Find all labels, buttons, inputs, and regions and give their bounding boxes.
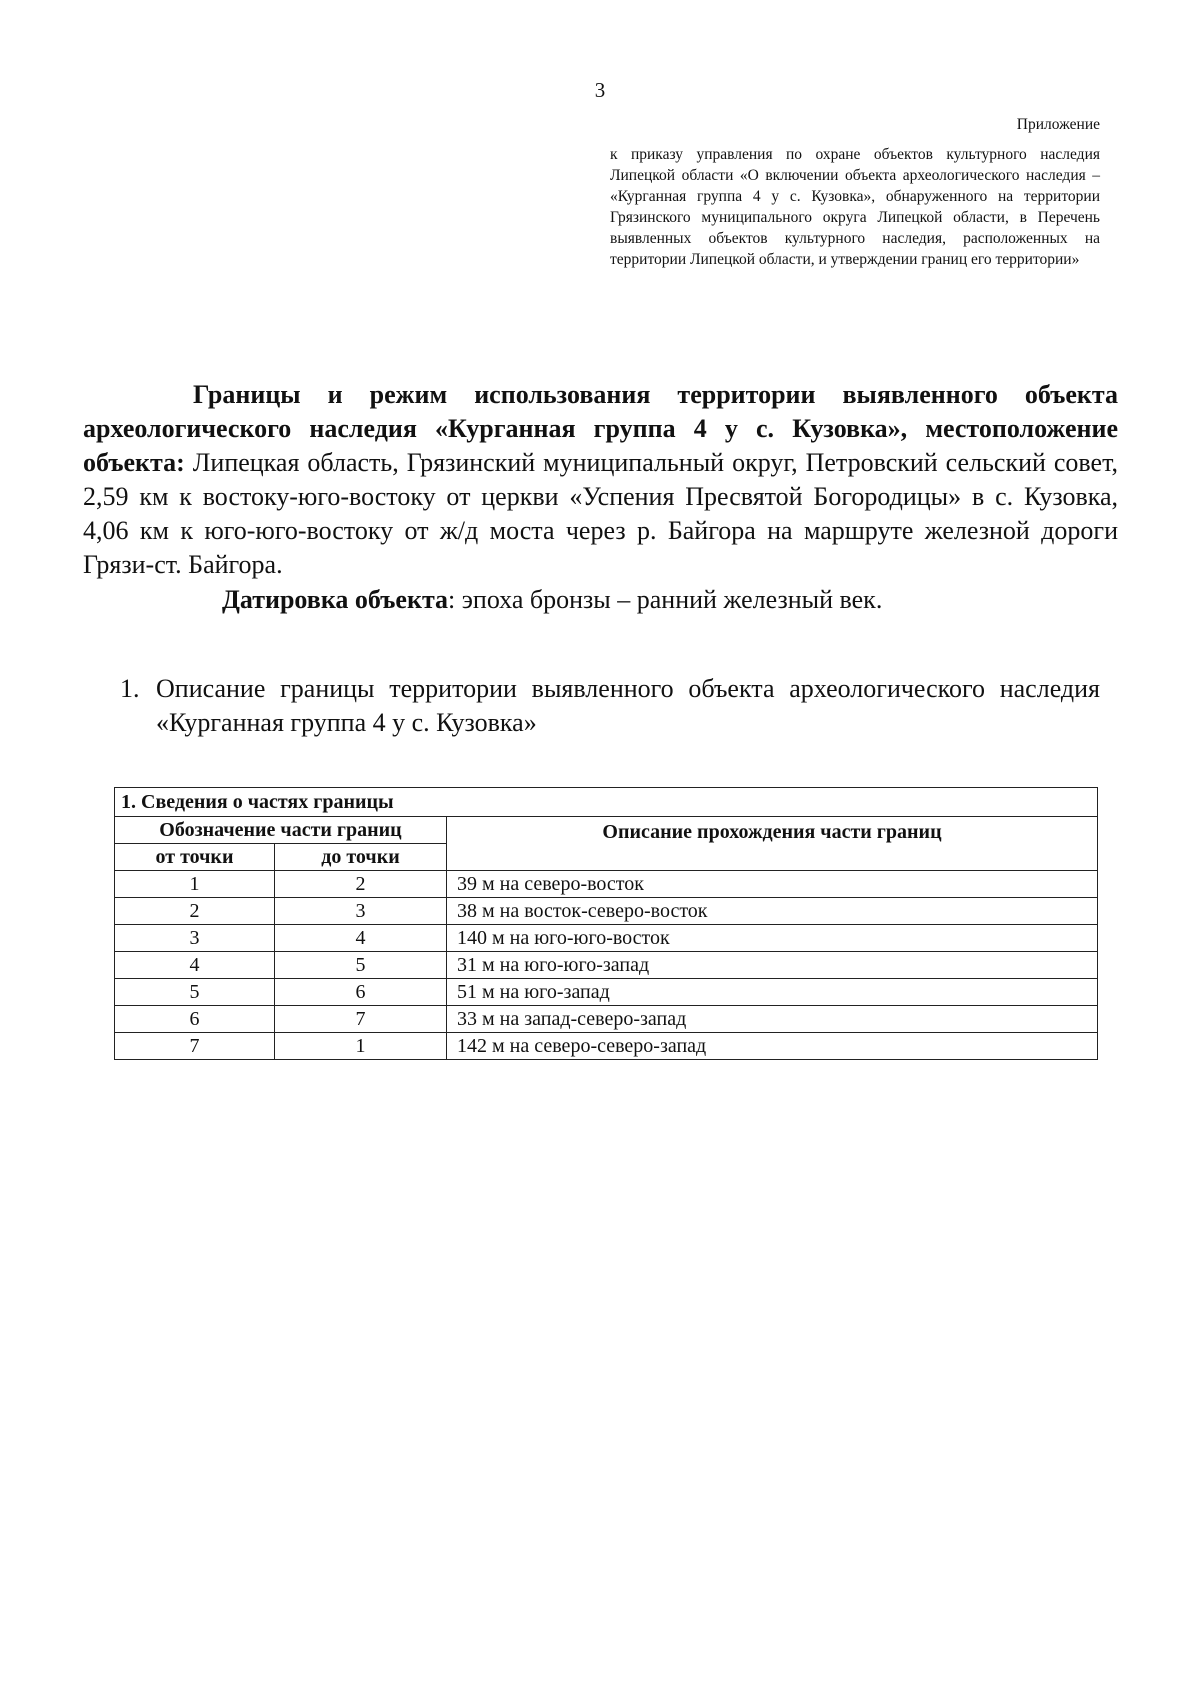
from-cell: 6	[115, 1006, 275, 1033]
table-caption: 1. Сведения о частях границы	[115, 788, 1098, 817]
table-row	[115, 871, 1098, 898]
section-title-text: Описание границы территории выявленного объекта археологического наследия «Курганная группа 4 у с. Кузовка»	[156, 674, 1100, 737]
to-header: до точки	[275, 844, 447, 871]
boundary-table	[114, 787, 1098, 1060]
to-cell: 1	[275, 1033, 447, 1060]
desc-cell: 140 м на юго-юго-восток	[447, 925, 1098, 952]
section-title	[120, 672, 1100, 740]
dating-label: Датировка объекта	[222, 585, 449, 614]
annex-text: к приказу управления по охране объектов культурного наследия Липецкой области «О включении объекта археологического наследия – «Курганная группа 4 у с. Кузовка», обнаруженного на территории Грязинского муниципального округа Липецкой области, в Перечень выявленных объектов культурного наследия, расположенных на территории Липецкой области, и утверждении границ его территории»	[610, 146, 1100, 268]
page-number: 3	[594, 78, 606, 102]
dating-value: : эпоха бронзы – ранний железный век.	[448, 585, 883, 614]
annex-title: Приложение	[1016, 116, 1100, 133]
to-cell: 5	[275, 952, 447, 979]
table-row	[115, 979, 1098, 1006]
desc-cell: 38 м на восток-северо-восток	[447, 898, 1098, 925]
to-cell: 2	[275, 871, 447, 898]
from-header: от точки	[115, 844, 275, 871]
document-heading	[83, 378, 1118, 582]
from-cell: 7	[115, 1033, 275, 1060]
from-cell: 1	[115, 871, 275, 898]
to-cell: 7	[275, 1006, 447, 1033]
to-cell: 4	[275, 925, 447, 952]
dating-line	[222, 583, 882, 617]
to-cell: 6	[275, 979, 447, 1006]
desc-header: Описание прохождения части границ	[447, 817, 1098, 871]
from-cell: 4	[115, 952, 275, 979]
desc-cell: 51 м на юго-запад	[447, 979, 1098, 1006]
desc-cell: 33 м на запад-северо-запад	[447, 1006, 1098, 1033]
group-header: Обозначение части границ	[115, 817, 447, 844]
table-row	[115, 1006, 1098, 1033]
heading-location: Липецкая область, Грязинский муниципальный округ, Петровский сельский совет, 2,59 км к востоку-юго-востоку от церкви «Успения Пресвятой Богородицы» в с. Кузовка, 4,06 км к юго-юго-востоку от ж/д моста через р. Байгора на маршруте железной дороги Грязи-ст. Байгора.	[83, 448, 1118, 579]
heading-bold: Границы и режим использования территории выявленного объекта археологического наследия «Курганная группа 4 у с. Кузовка», местоположение объекта:	[83, 380, 1118, 477]
table-row	[115, 925, 1098, 952]
table-row	[115, 1033, 1098, 1060]
from-cell: 2	[115, 898, 275, 925]
table-row	[115, 952, 1098, 979]
desc-cell: 142 м на северо-северо-запад	[447, 1033, 1098, 1060]
desc-cell: 39 м на северо-восток	[447, 871, 1098, 898]
desc-cell: 31 м на юго-юго-запад	[447, 952, 1098, 979]
section-number: 1.	[120, 674, 140, 703]
from-cell: 3	[115, 925, 275, 952]
table-row	[115, 898, 1098, 925]
from-cell: 5	[115, 979, 275, 1006]
to-cell: 3	[275, 898, 447, 925]
